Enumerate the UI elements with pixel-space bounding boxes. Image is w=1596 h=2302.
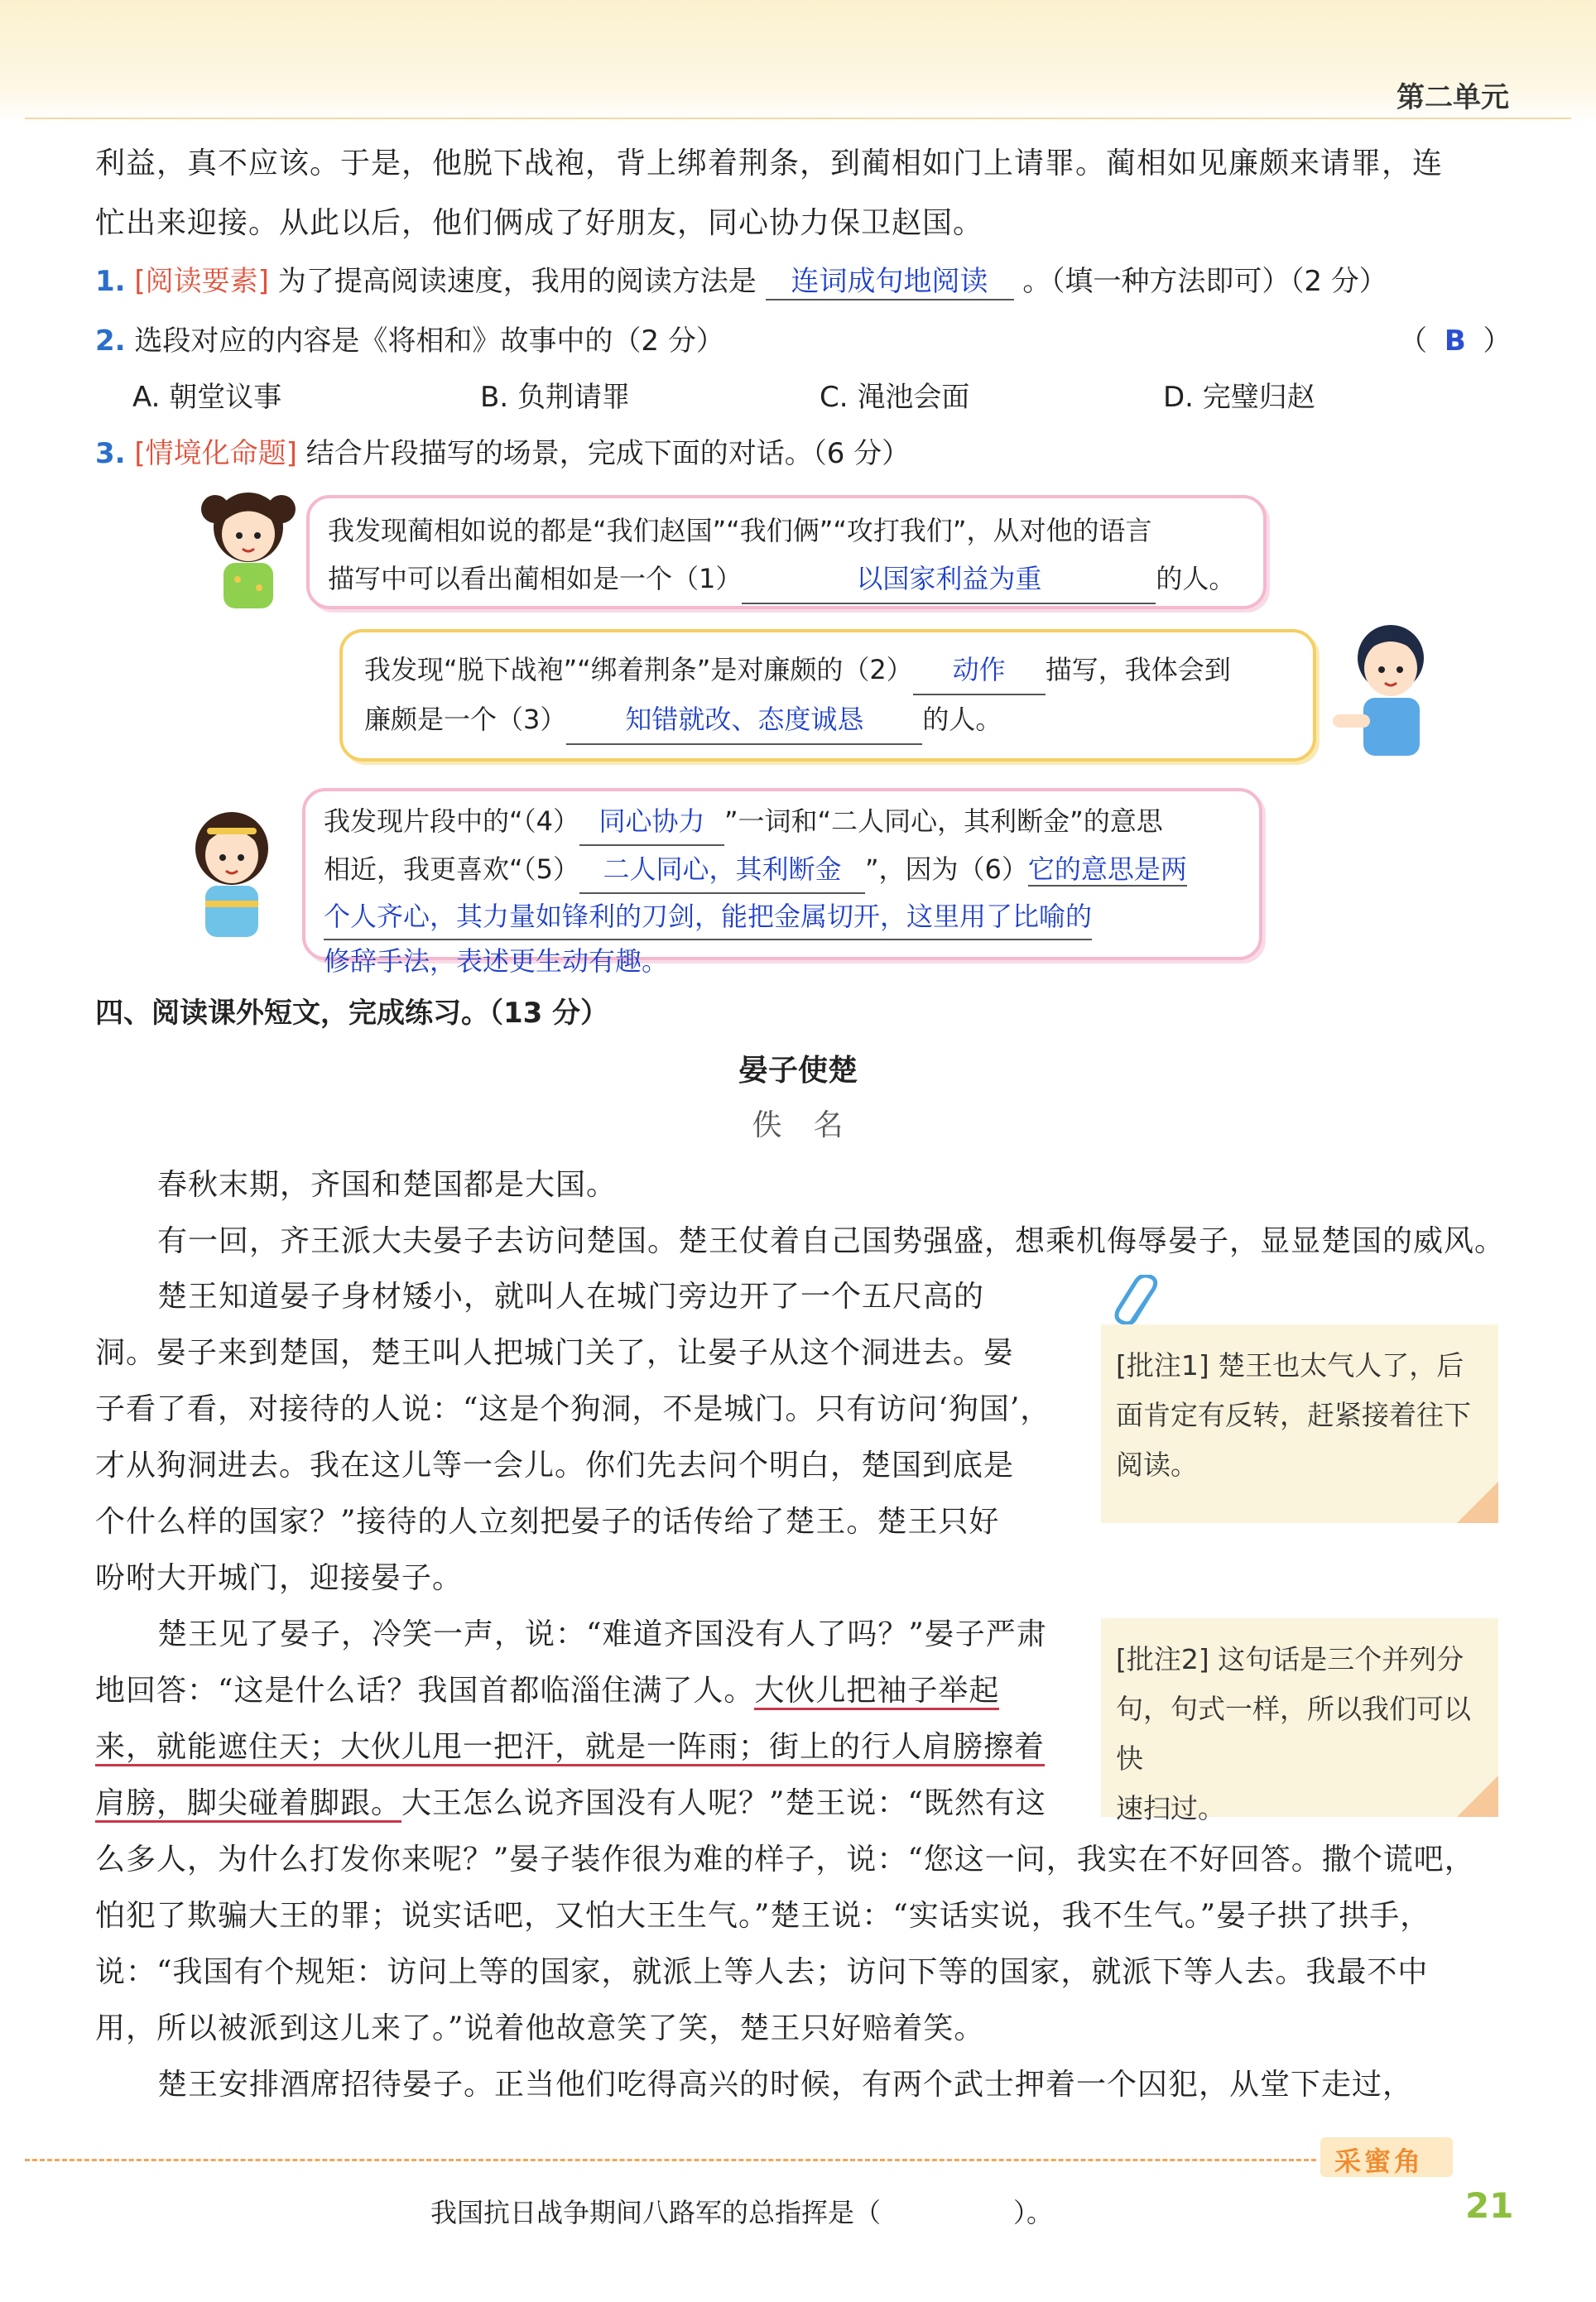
dialogue-bubble-2 <box>339 629 1316 762</box>
story-p4-line-4 <box>95 1776 1046 1832</box>
story-p4-line-8: 用，所以被派到这儿来了。”说着他故意笑了笑，楚王只好赔着笑。 <box>95 2011 985 2045</box>
answer-bracket <box>1399 318 1512 358</box>
bubble-3-line-1 <box>324 798 1241 846</box>
unit-title: 第二单元 <box>1396 81 1509 114</box>
answer-blank-q3-5[interactable]: 二人同心，其利断金 <box>579 846 865 894</box>
answer-blank-q3-6[interactable]: 它的意思是两 <box>1027 853 1187 885</box>
annotation-note-2 <box>1101 1618 1498 1824</box>
note-1-line-3: 阅读。 <box>1116 1449 1198 1481</box>
question-number: 2. <box>95 324 126 358</box>
story-p3-line-6: 吩咐大开城门，迎接晏子。 <box>95 1561 464 1595</box>
p4-text: 地回答：“这是什么话？我国首都临淄住满了人。 <box>95 1674 755 1708</box>
page-number: 21 <box>1465 2185 1514 2226</box>
note-1-line-1: [批注1] 楚王也太气人了，后 <box>1116 1349 1464 1382</box>
underlined-sentence: 来，就能遮住天；大伙儿甩一把汗，就是一阵雨；街上的行人肩膀擦着 <box>95 1730 1045 1766</box>
story-p4-line-1: 楚王见了晏子，冷笑一声，说：“难道齐国没有人了吗？”晏子严肃 <box>157 1617 1047 1651</box>
answer-blank-q3-2[interactable]: 动作 <box>913 646 1046 695</box>
option-b[interactable]: B. 负荆请罪 <box>480 381 630 414</box>
story-p4-line-5: 么多人，为什么打发你来呢？”晏子装作很为难的样子，说：“您这一问，我实在不好回答。撒个谎吧， <box>95 1843 1475 1877</box>
bubble-1-end: 的人。 <box>1156 563 1236 594</box>
story-title: 晏子使楚 <box>738 1054 858 1088</box>
bubble-3-line-2 <box>324 846 1241 894</box>
bubble-3-text-2: 相近，我更喜欢“（5） <box>324 853 579 885</box>
paren-close: ） <box>1483 324 1512 358</box>
question-2 <box>95 318 724 358</box>
question-text-end: 。（填一种方法即可）（2 分） <box>1022 265 1387 298</box>
paren-open: （ <box>1399 324 1427 358</box>
passage-line-1: 利益，真不应该。于是，他脱下战袍，背上绑着荆条，到蔺相如门上请罪。蔺相如见廉颇来请罪，连 <box>95 147 1444 180</box>
bubble-3-text: 我发现片段中的“（4） <box>324 805 579 837</box>
footer-divider <box>25 2159 1316 2161</box>
bubble-2-text-2: 廉颇是一个（3） <box>364 704 567 735</box>
story-author: 佚 名 <box>752 1108 844 1142</box>
story-p4-line-3 <box>95 1719 1045 1776</box>
note-2-line-1: [批注2] 这句话是三个并列分 <box>1116 1643 1464 1675</box>
story-p4-line-2 <box>95 1663 999 1719</box>
story-p3-line-1: 楚王知道晏子身材矮小，就叫人在城门旁边开了一个五尺高的 <box>157 1280 985 1314</box>
bubble-3-mid-2: ”，因为（6） <box>864 853 1028 885</box>
question-3 <box>95 430 910 471</box>
story-p4-line-7: 说：“我国有个规矩：访问上等的国家，就派上等人去；访问下等的国家，就派下等人去。我最不中 <box>95 1955 1429 1989</box>
question-text: 选段对应的内容是《将相和》故事中的（2 分） <box>134 324 724 358</box>
bubble-3-mid: ”一词和“二人同心，其利断金”的意思 <box>723 805 1163 837</box>
question-text: 为了提高阅读速度，我用的阅读方法是 <box>277 265 757 298</box>
boy-avatar <box>1320 617 1445 762</box>
story-paragraph-2: 有一回，齐王派大夫晏子去访问楚国。楚王仗着自己国势强盛，想乘机侮辱晏子，显显楚国的威风。 <box>157 1224 1506 1258</box>
choice-answer[interactable]: B <box>1444 324 1466 358</box>
note-2-line-3: 速扫过。 <box>1116 1792 1225 1824</box>
bubble-2-mid: 描写，我体会到 <box>1045 654 1231 685</box>
context-tag: [情境化命题] <box>134 437 297 470</box>
p4-text: 大王怎么说齐国没有人呢？”楚王说：“既然有这 <box>401 1786 1046 1820</box>
answer-q3-6-line-2[interactable]: 个人齐心，其力量如锋利的刀剑，能把金属切开，这里用了比喻的 <box>324 894 1092 940</box>
bubble-2-line-2 <box>364 695 1291 745</box>
answer-blank-q3-4[interactable]: 同心协力 <box>579 798 724 846</box>
story-paragraph-1: 春秋末期，齐国和楚国都是大国。 <box>157 1168 618 1202</box>
bubble-1-line-1: 我发现蔺相如说的都是“我们赵国”“我们俩”“攻打我们”，从对他的语言 <box>328 515 1152 546</box>
dialogue-bubble-1 <box>306 495 1267 609</box>
question-number: 1. <box>95 265 126 298</box>
answer-q3-6-line-3[interactable]: 修辞手法，表述更生动有趣。 <box>324 945 669 977</box>
note-fold-icon <box>1457 1482 1498 1523</box>
trivia-question: 我国抗日战争期间八路军的总指挥是（ ）。 <box>430 2197 1054 2228</box>
story-p3-line-5: 个什么样的国家？”接待的人立刻把晏子的话传给了楚王。楚王只好 <box>95 1505 1000 1539</box>
corner-title: 采蜜角 <box>1334 2146 1425 2177</box>
question-text: 结合片段描写的场景，完成下面的对话。（6 分） <box>305 437 911 470</box>
girl-avatar-1 <box>186 484 310 617</box>
underlined-sentence: 肩膀，脚尖碰着脚跟。 <box>95 1786 401 1823</box>
note-1-line-2: 面肯定有反转，赶紧接着往下 <box>1116 1399 1471 1431</box>
section-4-title: 四、阅读课外短文，完成练习。（13 分） <box>95 997 609 1030</box>
bubble-2-end: 的人。 <box>922 704 1002 735</box>
dialogue-bubble-3 <box>302 788 1262 977</box>
story-p3-line-3: 子看了看，对接待的人说：“这是个狗洞，不是城门。只有访问‘狗国’， <box>95 1392 1051 1426</box>
reading-element-tag: [阅读要素] <box>134 265 269 298</box>
option-d[interactable]: D. 完璧归赵 <box>1163 381 1315 414</box>
story-p3-line-4: 才从狗洞进去。我在这儿等一会儿。你们先去问个明白，楚国到底是 <box>95 1449 1015 1483</box>
bubble-1-line-2 <box>328 555 1245 604</box>
bubble-2-text: 我发现“脱下战袍”“绑着荆条”是对廉颇的（2） <box>364 654 913 685</box>
answer-blank-1[interactable]: 连词成句地阅读 <box>766 258 1014 300</box>
header-band <box>0 0 1596 124</box>
question-number: 3. <box>95 437 126 470</box>
annotation-note-1 <box>1101 1324 1498 1523</box>
underlined-sentence: 大伙儿把袖子举起 <box>754 1674 999 1710</box>
story-paragraph-5: 楚王安排酒席招待晏子。正当他们吃得高兴的时候，有两个武士押着一个囚犯，从堂下走过， <box>157 2068 1414 2102</box>
answer-blank-q3-1[interactable]: 以国家利益为重 <box>742 555 1156 604</box>
bubble-2-line-1 <box>364 646 1291 695</box>
note-fold-icon <box>1457 1776 1498 1817</box>
header-divider <box>25 118 1571 119</box>
passage-line-2: 忙出来迎接。从此以后，他们俩成了好朋友，同心协力保卫赵国。 <box>95 206 984 240</box>
question-1 <box>95 258 1387 300</box>
note-2-line-2: 句，句式一样，所以我们可以快 <box>1116 1693 1471 1775</box>
answer-blank-q3-3[interactable]: 知错就改、态度诚恳 <box>566 695 922 745</box>
girl-avatar-2 <box>174 803 290 944</box>
option-a[interactable]: A. 朝堂议事 <box>132 381 282 414</box>
story-p3-line-2: 洞。晏子来到楚国，楚王叫人把城门关了，让晏子从这个洞进去。晏 <box>95 1336 1015 1370</box>
bubble-1-text: 描写中可以看出蔺相如是一个（1） <box>328 563 743 594</box>
option-c[interactable]: C. 渑池会面 <box>820 381 970 414</box>
story-p4-line-6: 怕犯了欺骗大王的罪；说实话吧，又怕大王生气。”楚王说：“实话实说，我不生气。”晏子拱了拱手， <box>95 1899 1431 1933</box>
